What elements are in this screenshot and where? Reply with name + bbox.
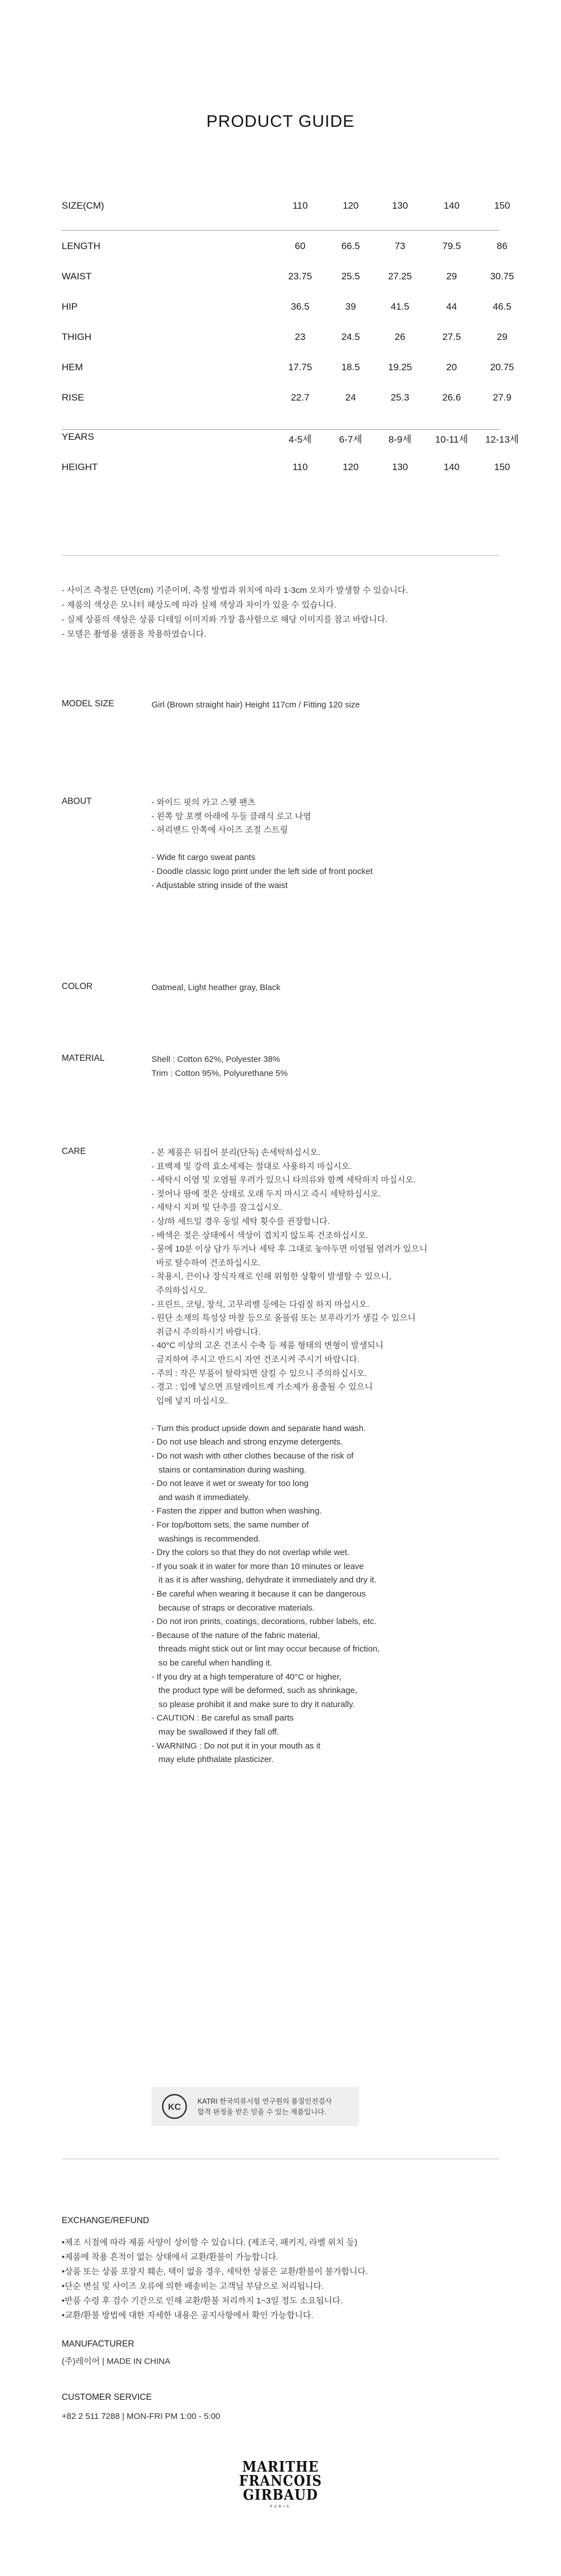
table-row bbox=[62, 261, 514, 292]
kc-mark-icon bbox=[162, 2094, 187, 2119]
page-title: PRODUCT GUIDE bbox=[206, 112, 355, 131]
material-text: Shell : Cotton 62%, Polyester 38% Trim : Cotton 95%, Polyurethane 5% bbox=[151, 1055, 288, 1078]
table-cell: 86 bbox=[496, 241, 508, 251]
table-cell: 4-5세 bbox=[288, 434, 312, 445]
table-cell: 36.5 bbox=[291, 301, 310, 312]
table-cell: 25.5 bbox=[341, 271, 360, 282]
table-cell: 29 bbox=[446, 271, 457, 282]
table-cell: 24 bbox=[345, 392, 356, 403]
color-text: Oatmeal, Light heather gray, Black bbox=[151, 983, 280, 992]
table-cell: 25.3 bbox=[390, 392, 410, 403]
row-label: THIGH bbox=[62, 332, 91, 342]
kc-certification-box bbox=[151, 2087, 359, 2126]
care-text: - 본 제품은 뒤집어 분리(단독) 손세탁하십시오. - 표백제 및 강력 효소세제는 절대로 사용하지 마십시오. - 세탁시 이염 및 오염될 우려가 있으니 타의류와 함께 세탁하지 마십시오. - 젖어나 땀에 젖은 상태로 오래 두지 마시고 즉시 세탁하십시오. - 세탁시 지퍼 및 단추를 잠그십시오. - 상/하 세트일 경우 동일 세탁 횟수를 권장합니다. - 배색은 젖은 상태에서 색상이 겹치지 않도록 건조하십시오. - 물에 10분 이상 담가 두거나 세탁 후 그대로 놓아두면 이염될 염려가 있으니 바로 탈수하여 건조하십시오. - 착용시, 끈이나 장식자재로 인해 위험한 상황이 발생할 수 있으니, 주의하십시오. - 프린트, 코팅, 장식, 고무리벨 등에는 다림질 하지 마십시오. - 원단 소재의 특성상 마찰 등으로 올풀림 또는 보푸라기가 생길 수 있으니 취급시 주의하시기 바랍니다. - 40°C 이상의 고온 건조시 수축 등 제품 형태의 변형이 발생되니 금지하여 주시고 반드시 자연 건조시켜 주시기 바랍니다. - 주의 : 작은 부품이 탈락되면 삼킬 수 있으니 주의하십시오. - 경고 : 입에 넣으면 프탈레이트계 가소제가 용출될 수 있으니 입에 넣지 마십시오. - Turn this product upside down and separate hand wash. - Do not use bleach and strong enzyme detergents. - Do not wash with other clothes because of the risk of stains or contamination during washing. - Do not leave it wet or sweaty for too long and wash it immediately. - Fasten the zipper and button when washing. - For top/bottom sets, the same number of washings is recommended. - Dry the colors so that they do not overlap while wet. - If you soak it in water for more than 10 minutes or leave it as it is after washing, dehydrate it immediately and dry it. - Be careful when wearing it because it can be dangerous because of straps or decorative materials. - Do not iron prints, coatings, decorations, rubber labels, etc. - Because of the nature of the fabric material, threads might stick out or lint may occur because of friction, so be careful when handling it. - If you dry at a high temperature of 40°C or higher, the product type will be deformed, such as shrinkage, so please prohibit it and make sure to dry it naturally. - CAUTION : Be careful as small parts may be swallowed if they fall off. - WARNING : Do not put it in your mouth as it may elute phthalate plasticizer. bbox=[151, 1148, 427, 1765]
about-text: - 와이드 핏의 카고 스웻 팬츠 - 왼쪽 앞 포켓 아래에 두들 클래식 로고 나염 - 허리밴드 안쪽에 사이즈 조절 스트링 - Wide fit cargo sweat pants - Doodle classic logo print under the left side of front pocket - Adjustable string inside of the waist bbox=[151, 798, 373, 890]
manufacturer-text: (주)레이어 | MADE IN CHINA bbox=[62, 2357, 171, 2366]
row-label: RISE bbox=[62, 392, 84, 403]
table-cell: 46.5 bbox=[493, 301, 512, 312]
table-cell: 26 bbox=[394, 332, 406, 342]
section-divider bbox=[62, 555, 499, 556]
row-label: LENGTH bbox=[62, 241, 100, 251]
table-cell: 6-7세 bbox=[339, 434, 362, 445]
table-row bbox=[62, 352, 514, 383]
table-cell: 30.75 bbox=[490, 271, 514, 282]
table-row bbox=[62, 452, 511, 482]
size-table bbox=[62, 191, 519, 482]
table-cell: 79.5 bbox=[442, 241, 461, 251]
table-cell: 29 bbox=[496, 332, 508, 342]
table-cell: 27.5 bbox=[442, 332, 461, 342]
table-cell: 27.25 bbox=[388, 271, 412, 282]
model-size-text: Girl (Brown straight hair) Height 117cm / Fitting 120 size bbox=[151, 700, 360, 710]
table-cell: 27.9 bbox=[493, 392, 512, 403]
row-label: WAIST bbox=[62, 271, 92, 282]
exchange-text: •제조 시점에 따라 제품 사양이 상이할 수 있습니다. (제조국, 패키지, 라벨 위치 등) •제품에 착용 흔적이 없는 상태에서 교환/환불이 가능합니다. •상품 또는 상품 포장지 훼손, 택이 없을 경우, 세탁한 상품은 교환/환불이 불가합니다. •단순 변심 및 사이즈 오류에 의한 배송비는 고객님 부담으로 처리됩니다. •반품 수령 후 검수 기간으로 인해 교환/환불 처리까지 1~3일 정도 소요됩니다. •교환/환불 방법에 대한 자세한 내용은 공지사항에서 확인 가능합니다. bbox=[62, 2238, 368, 2320]
about-label: ABOUT bbox=[62, 797, 92, 806]
table-cell: 41.5 bbox=[390, 301, 410, 312]
size-header-cell: 130 bbox=[392, 200, 408, 211]
table-cell: 24.5 bbox=[341, 332, 360, 342]
brand-line: FRANCOIS bbox=[238, 2472, 323, 2490]
table-cell: 110 bbox=[292, 462, 308, 472]
table-cell: 18.5 bbox=[341, 362, 360, 372]
note-line: - 모델은 촬영용 샘플을 착용하였습니다. bbox=[62, 629, 206, 639]
table-cell: 39 bbox=[345, 301, 356, 312]
table-cell: 73 bbox=[394, 241, 406, 251]
size-header-cell: 150 bbox=[494, 200, 511, 211]
material-label: MATERIAL bbox=[62, 1054, 105, 1063]
size-header-cell: 140 bbox=[443, 200, 460, 211]
row-label: HEM bbox=[62, 362, 83, 372]
note-line: - 실제 상품의 색상은 상품 디테일 이미지와 가장 흡사함으로 해당 이미지를 참고 바랍니다. bbox=[62, 615, 388, 624]
table-cell: 26.6 bbox=[442, 392, 461, 403]
brand-subline: PARIS bbox=[270, 2505, 291, 2509]
table-row bbox=[62, 322, 508, 352]
table-cell: 23.75 bbox=[288, 271, 312, 282]
row-label: HIP bbox=[62, 301, 78, 312]
table-header-divider bbox=[62, 230, 499, 231]
size-header-label: SIZE(CM) bbox=[62, 200, 104, 211]
customer-service-text: +82 2 511 7288 | MON-FRI PM 1:00 - 5:00 bbox=[62, 2412, 220, 2421]
table-cell: 20.75 bbox=[490, 362, 514, 372]
table-cell: 44 bbox=[446, 301, 457, 312]
exchange-heading: EXCHANGE/REFUND bbox=[62, 2216, 149, 2225]
table-cell: 23 bbox=[295, 332, 306, 342]
size-header-row bbox=[62, 191, 511, 221]
table-cell: 10-11세 bbox=[435, 434, 468, 445]
manufacturer-heading: MANUFACTURER bbox=[62, 2339, 135, 2349]
size-header-cell: 110 bbox=[292, 200, 308, 211]
size-notes bbox=[62, 583, 408, 642]
table-cell: 22.7 bbox=[291, 392, 310, 403]
table-cell: 19.25 bbox=[388, 362, 412, 372]
brand-logo bbox=[0, 2460, 561, 2509]
brand-line: GIRBAUD bbox=[243, 2486, 318, 2504]
table-cell: 150 bbox=[494, 462, 511, 472]
note-line: - 제품의 색상은 모니터 해상도에 따라 실제 색상과 차이가 있을 수 있습니다. bbox=[62, 600, 337, 610]
table-cell: 66.5 bbox=[341, 241, 360, 251]
table-row bbox=[62, 422, 519, 452]
table-cell: 12-13세 bbox=[485, 434, 519, 445]
brand-line: MARITHE bbox=[242, 2458, 319, 2476]
table-section-divider bbox=[62, 429, 499, 430]
table-row bbox=[62, 383, 512, 413]
table-cell: 8-9세 bbox=[388, 434, 412, 445]
table-row bbox=[62, 231, 508, 261]
row-label: HEIGHT bbox=[62, 462, 98, 472]
table-cell: 130 bbox=[392, 462, 408, 472]
color-label: COLOR bbox=[62, 982, 93, 991]
table-cell: 20 bbox=[446, 362, 457, 372]
table-row bbox=[62, 292, 512, 322]
care-label: CARE bbox=[62, 1147, 86, 1156]
table-cell: 60 bbox=[295, 241, 306, 251]
table-cell: 120 bbox=[342, 462, 359, 472]
kc-text: KATRI 한국의류시험 연구원의 품질인전검사 합격 판정을 받은 믿을 수 있는 제품입니다. bbox=[197, 2097, 332, 2116]
table-cell: 140 bbox=[443, 462, 460, 472]
table-cell: 17.75 bbox=[288, 362, 312, 372]
row-label: YEARS bbox=[62, 431, 94, 442]
kc-logo-text: KC bbox=[168, 2103, 181, 2112]
size-header-cell: 120 bbox=[342, 200, 359, 211]
note-line: - 사이즈 측정은 단면(cm) 기준이며, 측정 방법과 위치에 따라 1-3cm 오차가 발생할 수 있습니다. bbox=[62, 586, 408, 595]
model-size-label: MODEL SIZE bbox=[62, 699, 114, 709]
customer-service-heading: CUSTOMER SERVICE bbox=[62, 2393, 152, 2402]
